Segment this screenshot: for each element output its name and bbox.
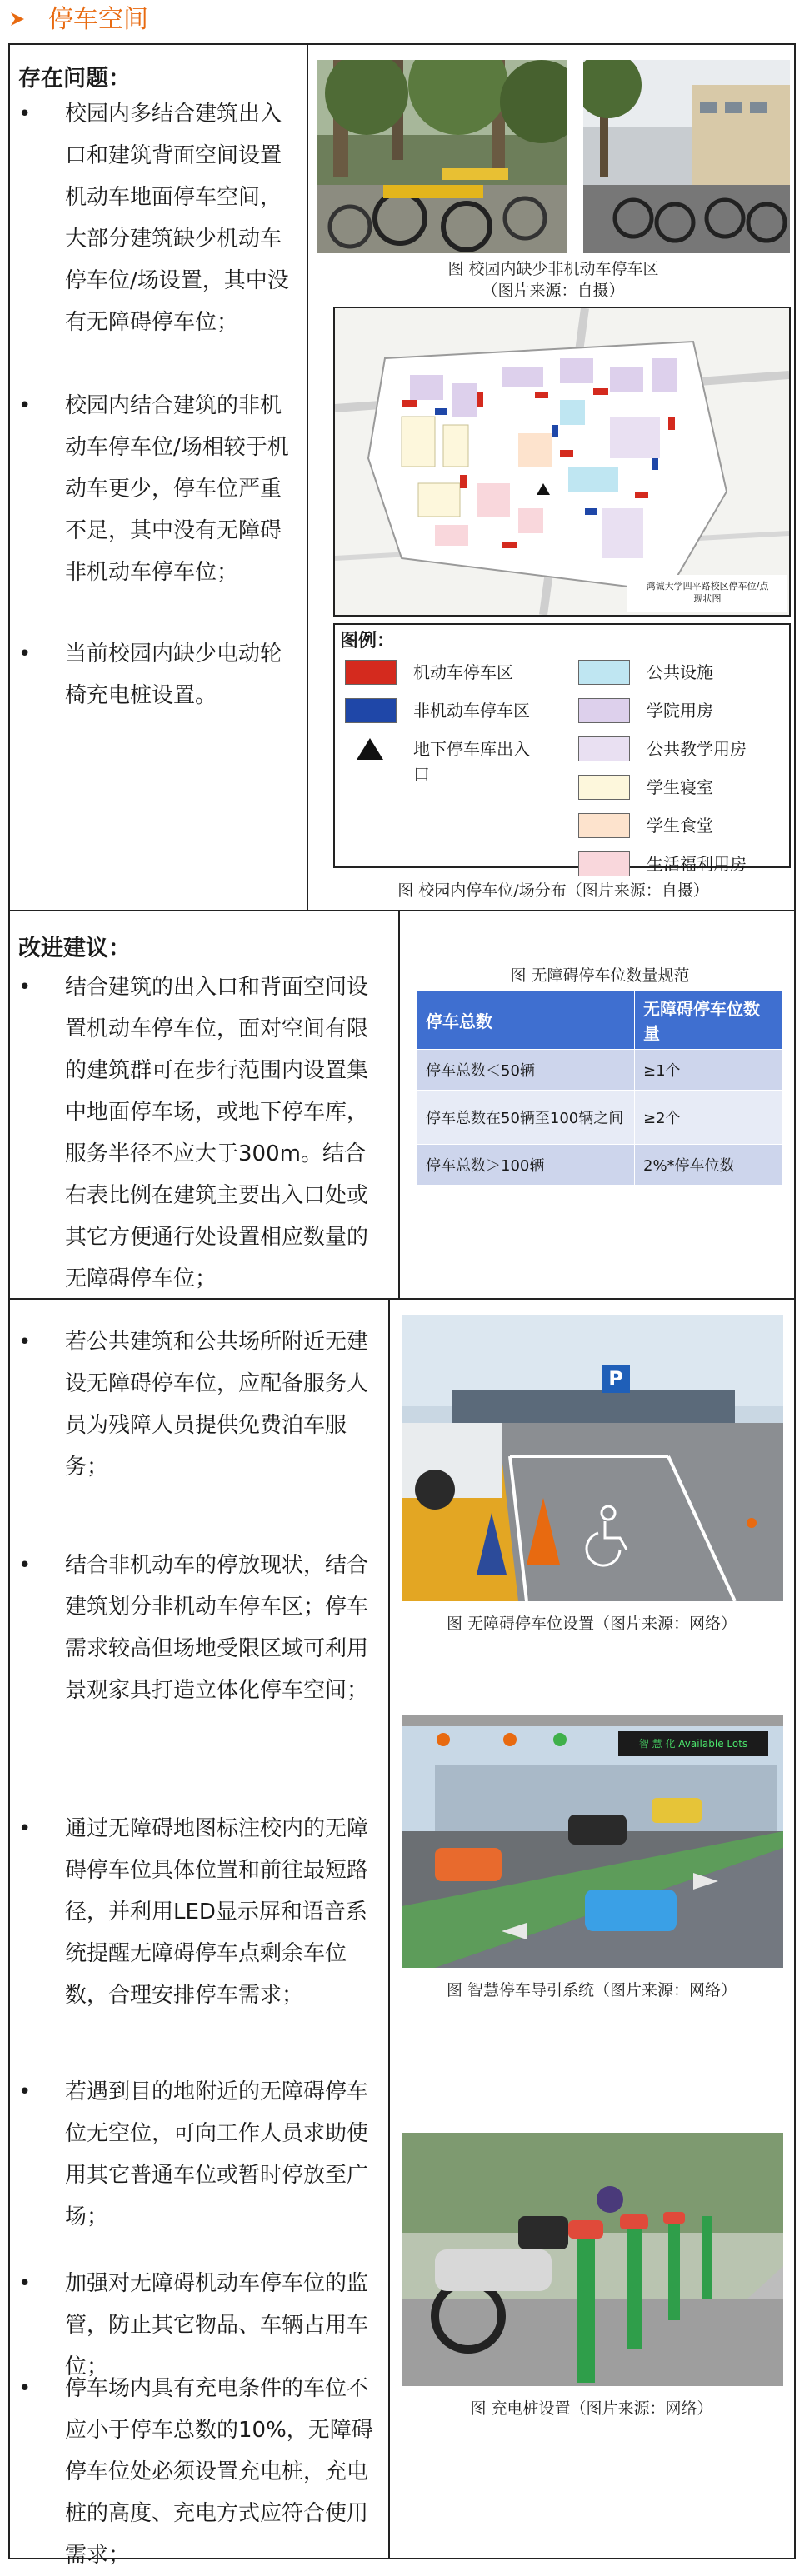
caption-line: 图 校园内缺少非机动车停车区 (447, 260, 659, 278)
list-item-text: 若公共建筑和公共场所附近无建设无障碍停车位，应配备服务人员为残障人员提供免费泊车服务； (65, 1330, 369, 1480)
table-row (417, 1091, 783, 1145)
list-item-text: 加强对无障碍机动车停车位的监管，防止其它物品、车辆占用车位； (65, 2271, 369, 2379)
section-heading-suggestions: 改进建议： (18, 936, 131, 961)
list-item-text: 当前校园内缺少电动轮椅充电桩设置。 (65, 642, 282, 708)
table-cell: 2%*停车位数 (635, 1145, 783, 1186)
legend-item (345, 698, 545, 725)
legend-label: 学院用房 (647, 701, 713, 721)
legend-label: 机动车停车区 (413, 662, 513, 682)
table-caption: 图 无障碍停车位数量规范 (510, 966, 690, 985)
photo-caption: 图 充电桩设置（图片来源：网络） (470, 2399, 713, 2418)
list-item: • 结合非机动车的停放现状，结合建筑划分非机动车停车区；停车需求较高但场地受限区域可利用景观家具打造立体化停车空间； (18, 1545, 377, 1761)
photo-caption: 图 无障碍停车位设置（图片来源：网络） (446, 1615, 737, 1633)
led-display: 智 慧 化 Available Lots (638, 1738, 748, 1750)
table-row (417, 1145, 783, 1186)
list-item-text: 结合非机动车的停放现状，结合建筑划分非机动车停车区；停车需求较高但场地受限区域可利用景观家具打造立体化停车空间； (65, 1553, 369, 1703)
legend-label: 地下停车库出入口 (413, 739, 530, 784)
table-cell: 停车总数＜50辆 (417, 1050, 635, 1091)
list-item-text: 结合建筑的出入口和背面空间设置机动车停车位，面对空间有限的建筑群可在步行范围内设置集中地面停车场，或地下停车库，服务半径不应大于300m。结合右表比例在建筑主要出入口处或其它方便通行处设置相应数量的无障碍停车位； (65, 975, 369, 1291)
list-item-text: 停车场内具有充电条件的车位不应小于停车总数的10%，无障碍停车位处必须设置充电桩，充电桩的高度、充电方式应符合使用需求； (65, 2376, 373, 2568)
list-item: • 结合建筑的出入口和背面空间设置机动车停车位，面对空间有限的建筑群可在步行范围内设置集中地面停车场，或地下停车库，服务半径不应大于300m。结合右表比例在建筑主要出入口处或其它方便通行处设置相应数量的无障碍停车位； (18, 966, 385, 1291)
map-legend (333, 623, 791, 874)
legend-swatch (578, 698, 630, 723)
bike-parking-photo-1 (317, 60, 567, 253)
legend-item (578, 698, 778, 725)
list-item-text: 校园内多结合建筑出入口和建筑背面空间设置机动车地面停车空间，大部分建筑缺少机动车停车位/场设置，其中没有无障碍停车位； (65, 102, 289, 335)
measure-list (18, 1321, 377, 2568)
page-title: 停车空间 (48, 5, 148, 34)
divider (388, 1298, 390, 2558)
caption-line: （图片来源：自摄） (482, 282, 625, 300)
photo-caption (317, 258, 790, 302)
legend-swatch (578, 851, 630, 876)
legend-label: 非机动车停车区 (413, 701, 530, 721)
legend-item (345, 736, 545, 784)
section-heading-problems: 存在问题： (18, 66, 131, 92)
table-row (417, 1050, 783, 1091)
legend-swatch (578, 736, 630, 761)
suggestion-list (18, 966, 385, 1291)
table-cell: 停车总数在50辆至100辆之间 (417, 1091, 635, 1145)
legend-swatch (345, 698, 397, 723)
table-cell: 停车总数＞100辆 (417, 1145, 635, 1186)
list-item: • 停车场内具有充电条件的车位不应小于停车总数的10%，无障碍停车位处必须设置充电桩，充电桩的高度、充电方式应符合使用需求； (18, 2368, 377, 2543)
list-item: • 若遇到目的地附近的无障碍停车位无空位，可向工作人员求助使用其它普通车位或暂时停放至广场； (18, 2071, 377, 2246)
accessible-parking-table (417, 990, 783, 1186)
arrow-right-icon (8, 10, 27, 28)
legend-label: 学生食堂 (647, 816, 713, 836)
map-note (628, 580, 787, 605)
smart-parking-guidance-photo (402, 1715, 783, 1968)
photo-caption: 图 智慧停车导引系统（图片来源：网络） (446, 1981, 737, 1999)
list-item-text: 若遇到目的地附近的无障碍停车位无空位，可向工作人员求助使用其它普通车位或暂时停放至广场； (65, 2079, 369, 2229)
table-header-cell: 停车总数 (417, 991, 635, 1050)
problem-list (18, 93, 293, 710)
divider (398, 910, 400, 1300)
legend-item (578, 736, 778, 763)
legend-item (578, 851, 778, 878)
legend-item (578, 775, 778, 801)
divider (307, 43, 308, 911)
bike-parking-photo-2 (583, 60, 790, 253)
legend-item (578, 660, 778, 686)
legend-title: 图例： (340, 631, 396, 651)
list-item: • 当前校园内缺少电动轮椅充电桩设置。 (18, 633, 293, 716)
list-item: • 校园内多结合建筑出入口和建筑背面空间设置机动车地面停车空间，大部分建筑缺少机动车停车位/场设置，其中没有无障碍停车位； (18, 93, 293, 302)
legend-label: 学生寝室 (647, 777, 713, 797)
table-cell: ≥1个 (635, 1050, 783, 1091)
list-item-text: 校园内结合建筑的非机动车停车位/场相较于机动车更少，停车位严重不足，其中没有无障碍非机动车停车位； (65, 393, 289, 585)
campus-parking-map (333, 307, 791, 617)
legend-triangle-icon (345, 736, 395, 761)
charging-pile-photo (402, 2133, 783, 2386)
list-item: • 通过无障碍地图标注校内的无障碍停车位具体位置和前往最短路径，并利用LED显示屏和语音系统提醒无障碍停车点剩余车位数，合理安排停车需求； (18, 1808, 377, 2024)
table-header-cell: 无障碍停车位数量 (635, 991, 783, 1050)
accessible-parking-photo (402, 1315, 783, 1601)
legend-swatch (578, 660, 630, 685)
map-caption: 图 校园内停车位/场分布（图片来源：自摄） (397, 881, 709, 900)
table-header-row (417, 991, 783, 1050)
legend-item (578, 813, 778, 840)
list-item-text: 通过无障碍地图标注校内的无障碍停车位具体位置和前往最短路径，并利用LED显示屏和语音系统提醒无障碍停车点剩余车位数，合理安排停车需求； (65, 1816, 369, 2008)
legend-label: 公共教学用房 (647, 739, 747, 759)
legend-label: 公共设施 (647, 662, 713, 682)
table-cell: ≥2个 (635, 1091, 783, 1145)
list-item: • 若公共建筑和公共场所附近无建设无障碍停车位，应配备服务人员为残障人员提供免费泊车服务； (18, 1321, 377, 1496)
list-item: • 校园内结合建筑的非机动车停车位/场相较于机动车更少，停车位严重不足，其中没有无障碍非机动车停车位； (18, 385, 293, 593)
legend-item (345, 660, 545, 686)
legend-swatch (345, 660, 397, 685)
map-note-line: 鸿诚大学四平路校区停车位/点 (646, 581, 769, 592)
legend-label: 生活福利用房 (647, 854, 747, 874)
parking-sign: P (608, 1367, 623, 1390)
list-item: • 加强对无障碍机动车停车位的监管，防止其它物品、车辆占用车位； (18, 2263, 377, 2354)
map-note-line: 现状图 (693, 593, 722, 604)
legend-swatch (578, 775, 630, 800)
legend-swatch (578, 813, 630, 838)
